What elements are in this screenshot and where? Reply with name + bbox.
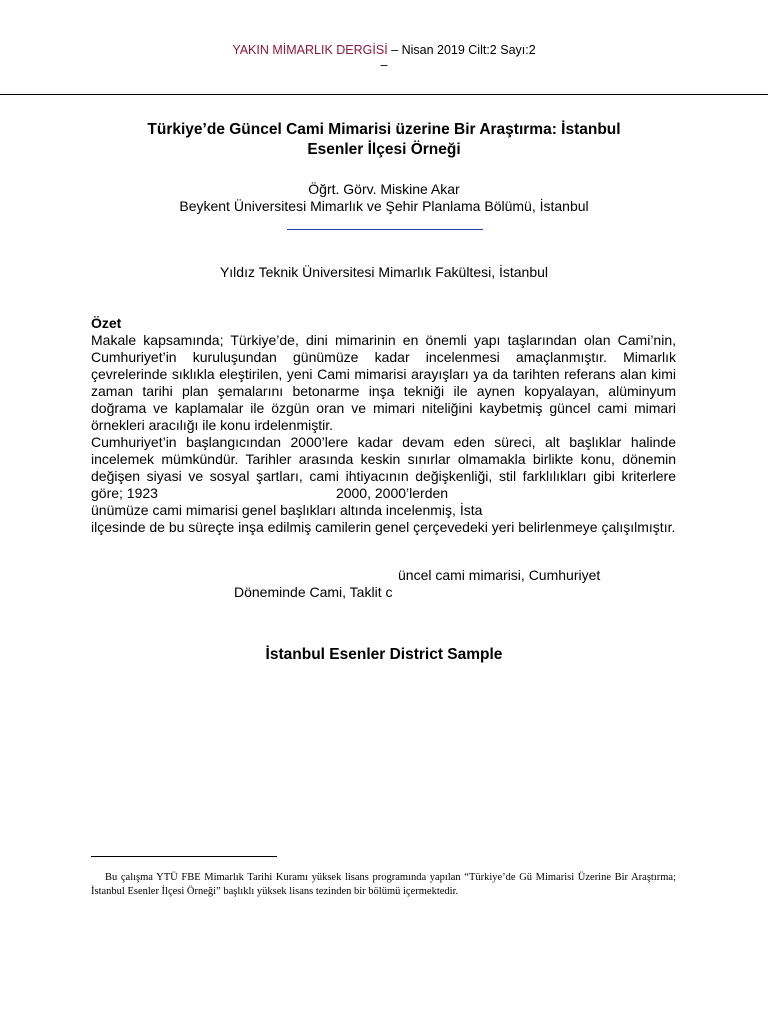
author-link-underline	[287, 229, 483, 230]
keywords-line-1: üncel cami mimarisi, Cumhuriyet	[398, 567, 601, 583]
paper-title	[92, 120, 676, 160]
abstract-paragraph-2-years: 2000, 2000’lerden	[335, 485, 449, 501]
journal-name: YAKIN MİMARLIK DERGİSİ	[232, 43, 388, 57]
issue-info: – Nisan 2019 Cilt:2 Sayı:2	[387, 43, 536, 57]
footnote-text: Bu çalışma YTÜ FBE Mimarlık Tarihi Kuramı yüksek lisans programında yapılan “Türkiye’de Gü Mimarisi Üzerine Bir Araştırma; İstanbul Esenler İlçesi Örneği” başlıklı yüksek lisans tezinden bir bölümü içermektedir.	[91, 872, 676, 897]
abstract-heading: Özet	[91, 315, 122, 331]
author-block	[92, 181, 676, 215]
keywords-line-2: Döneminde Cami, Taklit c	[234, 584, 393, 600]
abstract-paragraph-1: Makale kapsamında; Türkiye’de, dini mimarinin en önemli yapı taşlarından olan Cami’nin, Cumhuriyet’in kuruluşundan günümüze kadar incelenmesi amaçlanmıştır. Mimarlık çevrelerinde sıklıkla eleştirilen, yeni Cami mimarisi arayışları ya da tarihten referans alan kimi zaman tarihi plan şemalarını betonarme inşa tekniği ile aynen kopyalayan, alüminyum doğrama ve kaplamalar ile özgün oran ve mimari niteliğini kaybetmiş güncel cami mimari örnekleri aracılığı ile konu irdelenmiştir.	[91, 332, 676, 433]
running-header	[0, 43, 768, 73]
footnote	[91, 871, 676, 898]
author-affiliation: Beykent Üniversitesi Mimarlık ve Şehir Planlama Bölümü, İstanbul	[179, 198, 589, 214]
abstract-paragraph-2-text: Cumhuriyet’in başlangıcından 2000’lere kadar devam eden süreci, alt başlıklar halinde incelemek mümkündür. Tarihler arasında keskin sınırlar olmamakla birlikte konu, dönemin değişen siyasi ve sosyal şartları, cami ihtiyacının değişkenliği, stil farklılıkları gibi kriterlere göre; 1923	[91, 434, 676, 501]
header-rule	[0, 94, 768, 95]
author-name: Öğrt. Görv. Miskine Akar	[308, 181, 460, 197]
english-title: İstanbul Esenler District Sample	[265, 646, 503, 663]
abstract-paragraph-2-line2: ünümüze cami mimarisi genel başlıkları altında incelenmiş, İsta	[91, 502, 483, 518]
abstract-body	[91, 332, 676, 536]
title-line-2: Esenler İlçesi Örneği	[307, 141, 461, 158]
second-affiliation: Yıldız Teknik Üniversitesi Mimarlık Fakültesi, İstanbul	[219, 264, 549, 280]
abstract-paragraph-2-line3: ilçesinde de bu süreçte inşa edilmiş camilerin genel çerçevedeki yeri belirlenmeye çalışılmıştır.	[91, 519, 676, 535]
header-dash: –	[380, 58, 388, 72]
footnote-rule	[91, 856, 277, 857]
abstract-paragraph-2	[91, 434, 676, 536]
title-line-1: Türkiye’de Güncel Cami Mimarisi üzerine Bir Araştırma: İstanbul	[147, 121, 621, 138]
